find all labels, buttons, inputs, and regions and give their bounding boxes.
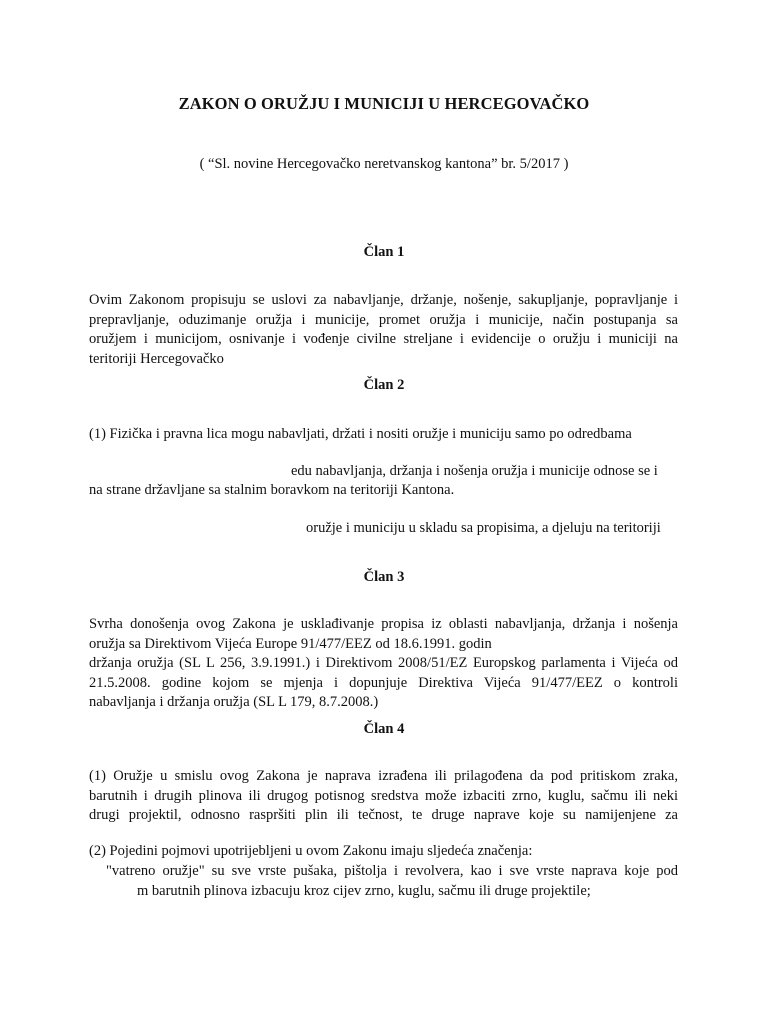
- article-3-line: oružja sa Direktivom Vijeća Europe 91/477/EEZ od 18.6.1991. godin: [89, 635, 492, 652]
- article-3-line: 21.5.2008. godine kojom se mjenja i dopunjuje Direktiva Vijeća 91/477/EEZ o kontroli: [89, 674, 678, 691]
- article-1-text: [89, 291, 678, 369]
- article-1-line: Ovim Zakonom propisuju se uslovi za nabavljanje, držanje, nošenje, sakupljanje, popravljanje i: [89, 292, 678, 308]
- article-4-paragraph-2: (2) Pojedini pojmovi upotrijebljeni u ovom Zakonu imaju sljedeća značenja:: [89, 843, 533, 859]
- document-title: ZAKON O ORUŽJU I MUNICIJI U HERCEGOVAČKO: [178, 94, 590, 113]
- article-4-line: drugi projektil, odnosno raspršiti plin ili tečnost, te druge naprave koje su namijenjene za: [89, 807, 678, 823]
- definition-firearm-continued: m barutnih plinova izbacuju kroz cijev zrno, kuglu, sačmu ili druge projektile;: [137, 883, 591, 899]
- article-1-line: teritoriji Hercegovačko: [89, 350, 224, 367]
- article-2-paragraph-2-line-1: edu nabavljanja, držanja i nošenja oružja i municije odnose se i: [291, 463, 658, 479]
- article-1-line: oružjem i municijom, osnivanje i vođenje civilne streljane i evidencije o oružju i municiji na: [89, 331, 678, 347]
- article-1-heading: Član 1: [363, 244, 405, 260]
- article-3-line: Svrha donošenja ovog Zakona je usklađivanje propisa iz oblasti nabavljanja, držanja i nošenja: [89, 616, 678, 632]
- article-4-heading: Član 4: [363, 721, 405, 737]
- article-4-paragraph-1: [89, 767, 678, 826]
- article-4-line: (1) Oružje u smislu ovog Zakona je naprava izrađena ili prilagođena da pod pritiskom zraka,: [89, 768, 678, 784]
- article-2-paragraph-3: oružje i municiju u skladu sa propisima, a djeluju na teritoriji: [306, 520, 661, 536]
- article-3-line: nabavljanja i držanja oružja (SL L 179, 8.7.2008.): [89, 694, 379, 710]
- article-3-text: [89, 615, 678, 713]
- definition-line: "vatreno oružje" su sve vrste pušaka, pištolja i revolvera, kao i sve vrste naprava koje pod: [106, 863, 678, 879]
- article-1-line: prepravljanje, oduzimanje oružja i municije, promet oružja i municije, način postupanja sa: [89, 311, 678, 328]
- document-subtitle: ( “Sl. novine Hercegovačko neretvanskog kantona” br. 5/2017 ): [199, 156, 569, 172]
- article-4-line: barutnih i drugih plinova ili drugog potisnog sredstva može izbaciti zrno, kuglu, sačmu ili neki: [89, 787, 678, 804]
- article-2-heading: Član 2: [363, 377, 405, 393]
- article-2-paragraph-2-line-2: na strane državljane sa stalnim boravkom na teritoriji Kantona.: [89, 482, 455, 498]
- article-2-paragraph-1: (1) Fizička i pravna lica mogu nabavljati, držati i nositi oružje i municiju samo po odredbama: [89, 426, 632, 442]
- article-3-line: držanja oružja (SL L 256, 3.9.1991.) i Direktivom 2008/51/EZ Europskog parlamenta i Vijeća od: [89, 655, 678, 671]
- definition-firearm: [106, 862, 678, 882]
- article-3-heading: Član 3: [363, 569, 405, 585]
